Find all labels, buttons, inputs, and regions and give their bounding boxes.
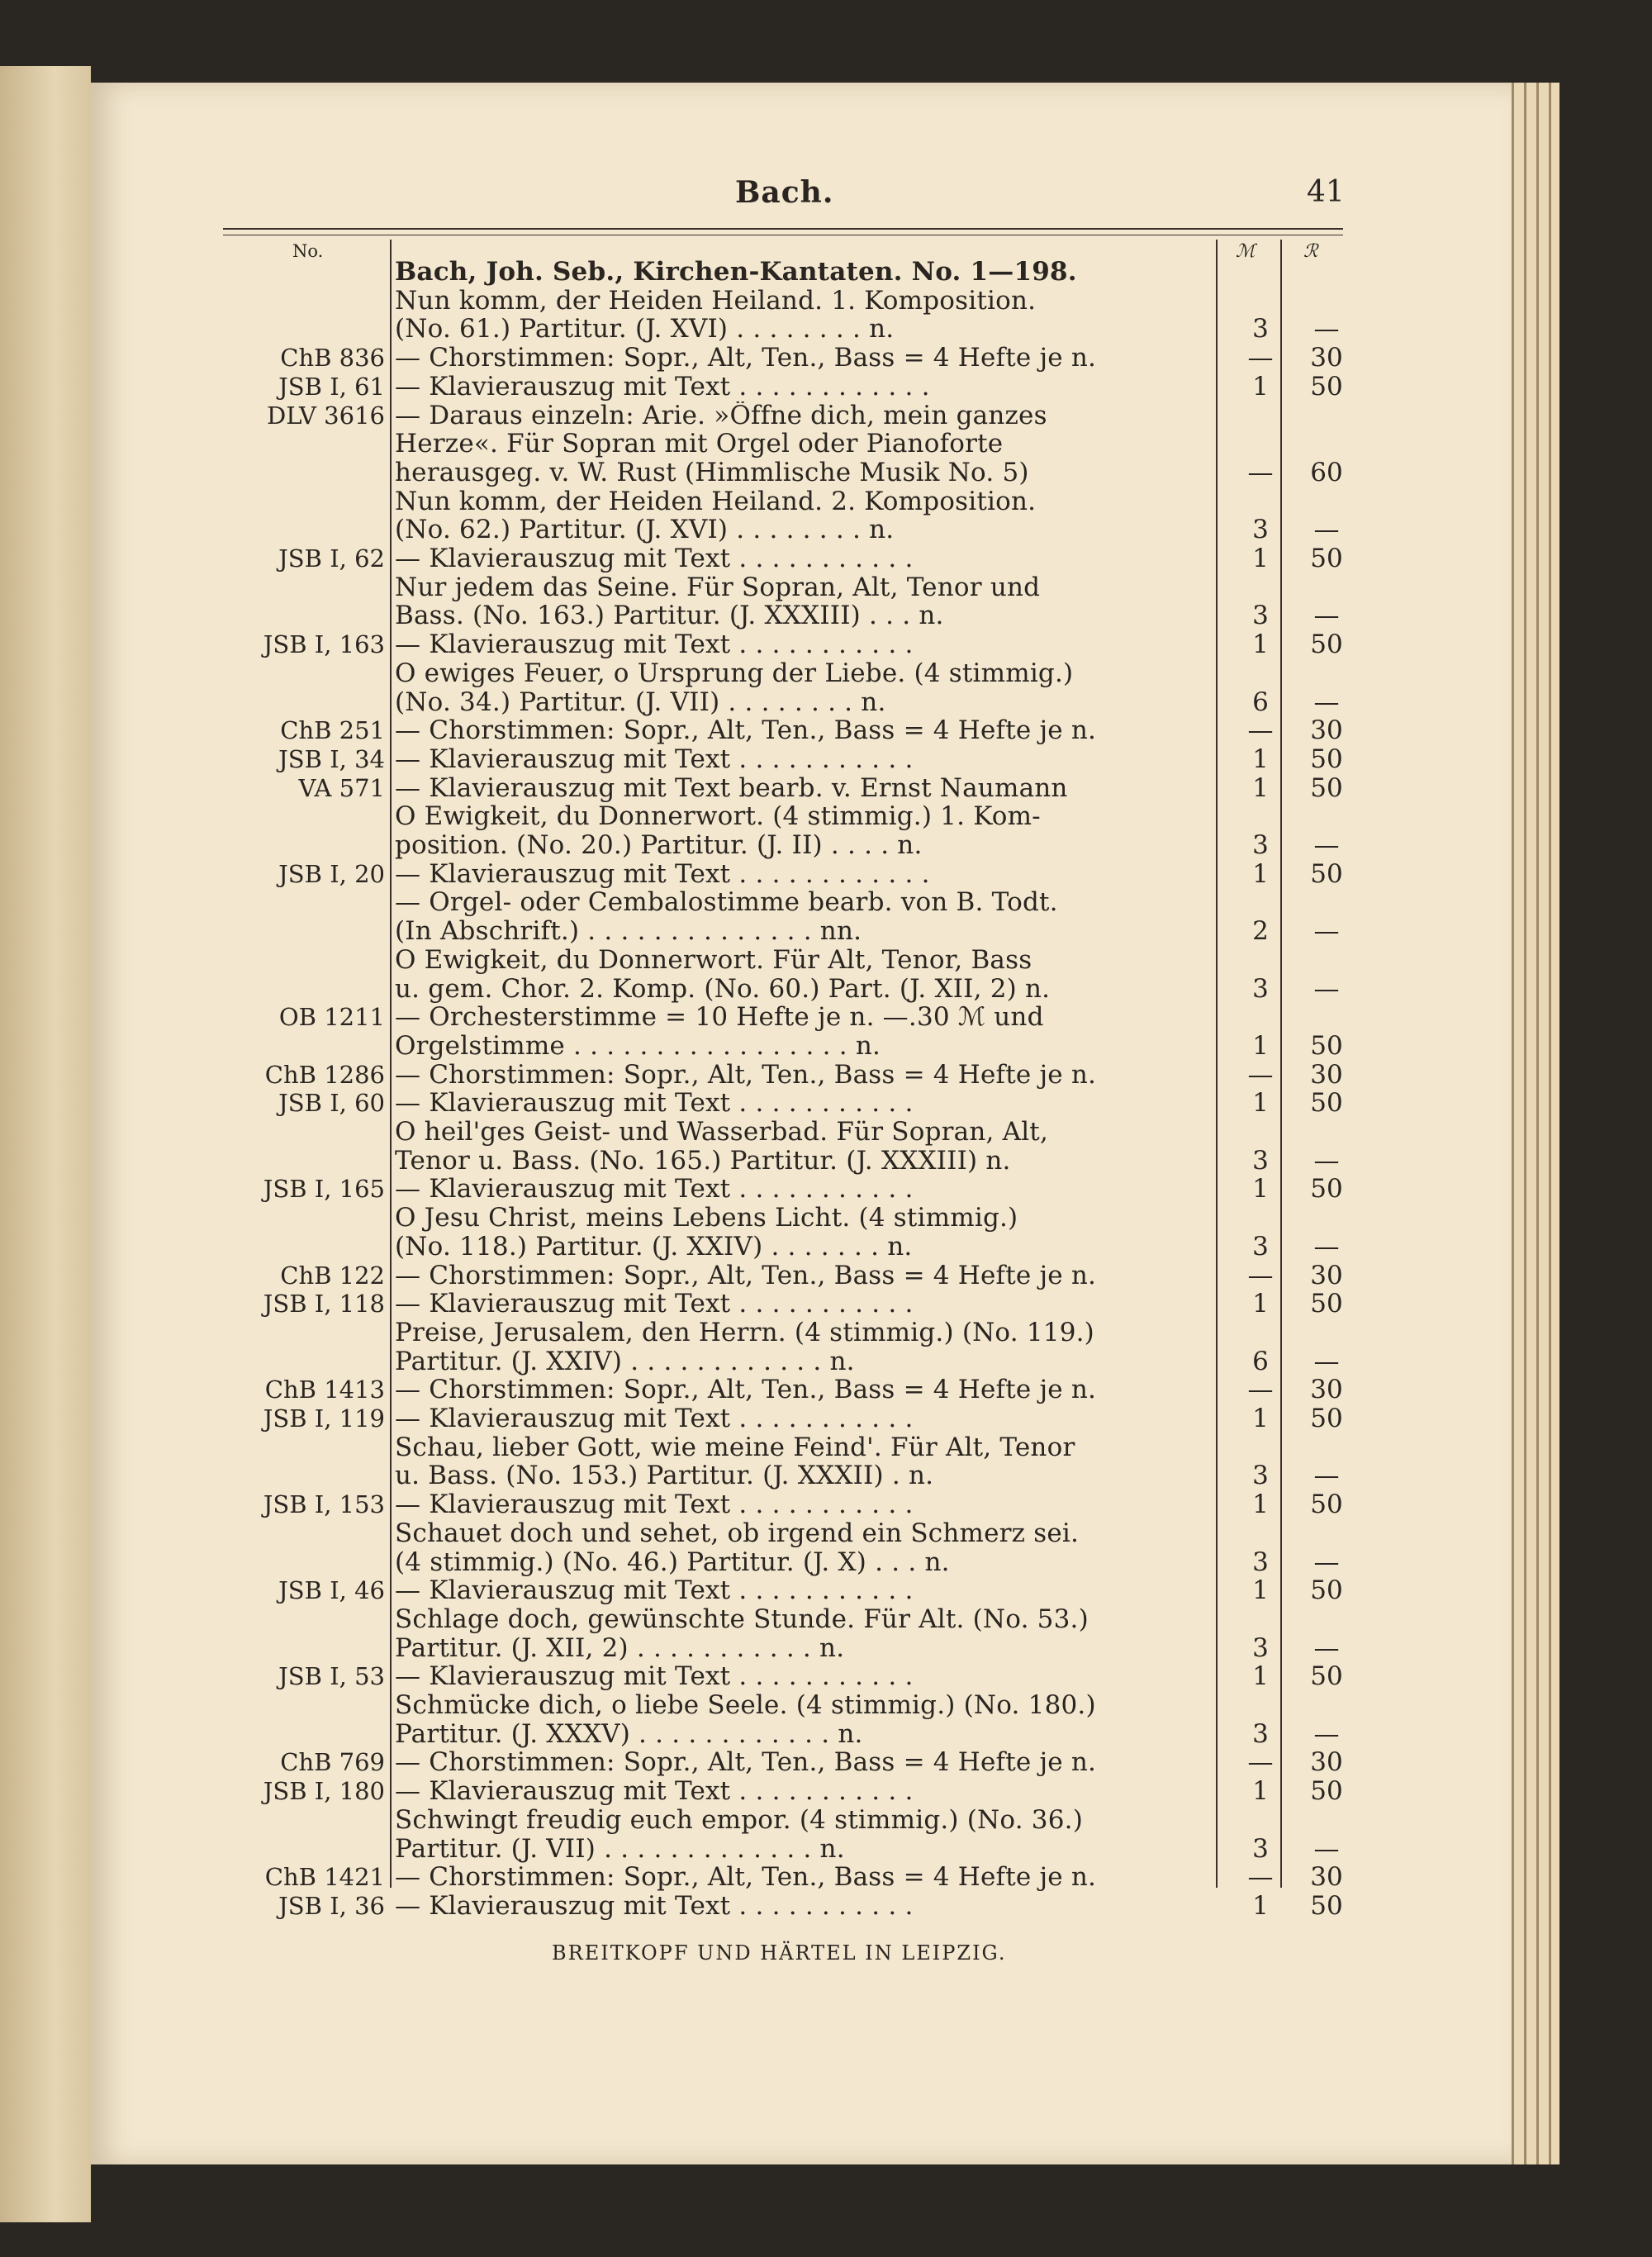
entry-description: position. (No. 20.) Partitur. (J. II) . . . . n. [395, 831, 923, 859]
table-row [223, 373, 1346, 401]
entry-price-pfennig: — [1313, 973, 1340, 1004]
entry-description: Tenor u. Bass. (No. 165.) Partitur. (J. XXXIII) n. [395, 1146, 1011, 1175]
entry-description: Nur jedem das Seine. Für Sopran, Alt, Tenor und [395, 573, 1041, 601]
entry-description: Orgelstimme . . . . . . . . . . . . . . . . . n. [395, 1031, 881, 1060]
table-row [223, 1061, 1346, 1089]
table-row [223, 258, 1346, 286]
table-row [223, 287, 1346, 315]
table-row [223, 716, 1346, 744]
entry-price-mark: 1 [1252, 1289, 1269, 1319]
table-row [223, 1605, 1346, 1633]
entry-description: — Chorstimmen: Sopr., Alt, Ten., Bass = 4 Hefte je n. [395, 1748, 1097, 1777]
entry-ref: JSB I, 153 [263, 1490, 385, 1519]
entry-price-pfennig: — [1313, 916, 1340, 947]
entry-description: — Orchesterstimme = 10 Hefte je n. —.30 ℳ und [395, 1003, 1044, 1032]
table-row [223, 1835, 1346, 1863]
table-row [223, 544, 1346, 573]
entry-price-pfennig: 50 [1310, 772, 1343, 803]
entry-price-pfennig: 50 [1310, 1174, 1343, 1205]
table-row [223, 1519, 1346, 1547]
entry-description: — Klavierauszug mit Text . . . . . . . . . . . [395, 544, 914, 573]
entry-price-pfennig: 30 [1310, 1375, 1343, 1405]
entry-price-mark: 3 [1252, 973, 1269, 1004]
entry-ref: JSB I, 53 [278, 1662, 385, 1691]
entry-description: O Ewigkeit, du Donnerwort. (4 stimmig.) 1. Kom- [395, 802, 1041, 831]
entry-description: — Klavierauszug mit Text . . . . . . . . . . . [395, 1089, 914, 1118]
entry-price-mark: — [1247, 1862, 1274, 1893]
entry-price-pfennig: — [1313, 515, 1340, 545]
entry-price-pfennig: 30 [1310, 1747, 1343, 1778]
table-row [223, 1319, 1346, 1347]
entry-price-mark: 3 [1252, 1547, 1269, 1577]
entry-price-mark: 3 [1252, 1461, 1269, 1491]
entry-description: Schlage doch, gewünschte Stunde. Für Alt. (No. 53.) [395, 1604, 1089, 1633]
entry-description: — Klavierauszug mit Text . . . . . . . . . . . . [395, 859, 930, 888]
table-row [223, 487, 1346, 516]
entry-description: — Klavierauszug mit Text . . . . . . . . . . . [395, 630, 914, 659]
entry-price-pfennig: 50 [1310, 1088, 1343, 1119]
entry-price-pfennig: 50 [1310, 371, 1343, 402]
entry-ref: JSB I, 118 [263, 1290, 385, 1319]
table-row [223, 1204, 1346, 1232]
table-row [223, 1892, 1346, 1920]
table-row [223, 1691, 1346, 1719]
entry-description: (No. 34.) Partitur. (J. VII) . . . . . . . . n. [395, 687, 886, 716]
entry-ref: ChB 1413 [264, 1376, 385, 1404]
entry-description: Bass. (No. 163.) Partitur. (J. XXXIII) . . . n. [395, 601, 944, 630]
entry-price-mark: — [1247, 1375, 1274, 1405]
table-row [223, 1777, 1346, 1805]
page-number: 41 [1307, 175, 1345, 209]
entry-description: — Klavierauszug mit Text . . . . . . . . . . . [395, 1290, 914, 1319]
entry-price-mark: — [1247, 1747, 1274, 1778]
entry-description: Partitur. (J. XII, 2) . . . . . . . . . . . n. [395, 1633, 845, 1662]
entry-price-mark: 3 [1252, 1231, 1269, 1262]
table-row [223, 1806, 1346, 1834]
entry-description: (No. 61.) Partitur. (J. XVI) . . . . . . . . n. [395, 315, 895, 344]
entry-description: — Chorstimmen: Sopr., Alt, Ten., Bass = 4 Hefte je n. [395, 1060, 1097, 1089]
table-row [223, 1748, 1346, 1776]
table-row [223, 946, 1346, 974]
entry-price-mark: 2 [1252, 916, 1269, 947]
table-row [223, 1662, 1346, 1690]
entry-price-mark: 1 [1252, 371, 1269, 402]
entry-description: — Chorstimmen: Sopr., Alt, Ten., Bass = 4 Hefte je n. [395, 344, 1097, 373]
entry-price-mark: 3 [1252, 830, 1269, 860]
entry-description: herausgeg. v. W. Rust (Himmlische Musik No. 5) [395, 458, 1029, 487]
entry-description: u. gem. Chor. 2. Komp. (No. 60.) Part. (J. XII, 2) n. [395, 974, 1051, 1003]
table-row [223, 1233, 1346, 1261]
entry-description: Partitur. (J. VII) . . . . . . . . . . . . . n. [395, 1834, 845, 1863]
entry-price-pfennig: — [1313, 1632, 1340, 1663]
entry-price-mark: 1 [1252, 1890, 1269, 1921]
entry-ref: ChB 1421 [264, 1863, 385, 1892]
entry-price-pfennig: — [1313, 601, 1340, 631]
column-header-no: No. [292, 241, 324, 261]
entry-price-mark: 1 [1252, 1088, 1269, 1119]
header-rule [223, 228, 1343, 230]
table-row [223, 1032, 1346, 1060]
table-row [223, 459, 1346, 487]
table-row [223, 860, 1346, 888]
page-edge [1512, 83, 1524, 2164]
entry-description: — Chorstimmen: Sopr., Alt, Ten., Bass = 4 Hefte je n. [395, 1261, 1097, 1290]
table-row [223, 1863, 1346, 1891]
entry-price-mark: 3 [1252, 1718, 1269, 1749]
entry-description: — Orgel- oder Cembalostimme bearb. von B. Todt. [395, 888, 1058, 917]
entry-description: Schauet doch und sehet, ob irgend ein Schmerz sei. [395, 1518, 1080, 1547]
entry-price-pfennig: — [1313, 1461, 1340, 1491]
table-row [223, 1118, 1346, 1146]
entry-description: Schau, lieber Gott, wie meine Feind'. Für Alt, Tenor [395, 1433, 1075, 1461]
entry-ref: JSB I, 36 [278, 1891, 385, 1920]
entry-ref: JSB I, 180 [263, 1777, 385, 1806]
entry-description: — Chorstimmen: Sopr., Alt, Ten., Bass = 4 Hefte je n. [395, 1863, 1097, 1892]
table-row [223, 745, 1346, 773]
entry-description: — Klavierauszug mit Text . . . . . . . . . . . [395, 1777, 914, 1806]
entry-price-mark: 6 [1252, 687, 1269, 717]
column-header-pfennig: ℛ [1303, 241, 1318, 262]
entry-description: — Chorstimmen: Sopr., Alt, Ten., Bass = 4 Hefte je n. [395, 716, 1097, 745]
table-row [223, 573, 1346, 601]
entry-description: (In Abschrift.) . . . . . . . . . . . . . . nn. [395, 917, 862, 946]
entry-price-pfennig: — [1313, 830, 1340, 860]
table-row [223, 402, 1346, 430]
table-row [223, 516, 1346, 544]
entry-ref: ChB 836 [280, 344, 385, 373]
entry-ref: JSB I, 20 [278, 859, 385, 888]
entry-price-mark: 3 [1252, 1632, 1269, 1663]
entry-description: Preise, Jerusalem, den Herrn. (4 stimmig.) (No. 119.) [395, 1318, 1094, 1347]
entry-description: Schwingt freudig euch empor. (4 stimmig.) (No. 36.) [395, 1805, 1084, 1834]
entry-ref: JSB I, 46 [278, 1576, 385, 1605]
table-row [223, 659, 1346, 687]
entry-price-mark: 3 [1252, 1145, 1269, 1176]
entry-price-mark: 6 [1252, 1346, 1269, 1376]
table-row [223, 1147, 1346, 1175]
entry-ref: OB 1211 [278, 1003, 385, 1032]
entry-ref: JSB I, 62 [278, 544, 385, 573]
entry-price-pfennig: 30 [1310, 1059, 1343, 1090]
table-row [223, 1003, 1346, 1031]
entry-price-mark: — [1247, 343, 1274, 373]
entry-description: Partitur. (J. XXIV) . . . . . . . . . . . . n. [395, 1347, 855, 1376]
publisher-footer: BREITKOPF UND HÄRTEL IN LEIPZIG. [552, 1941, 1007, 1965]
entry-description: — Klavierauszug mit Text . . . . . . . . . . . [395, 1576, 914, 1605]
table-row [223, 1089, 1346, 1117]
entry-price-mark: — [1247, 1059, 1274, 1090]
entry-ref: ChB 122 [280, 1261, 385, 1290]
entry-description: — Klavierauszug mit Text . . . . . . . . . . . [395, 1175, 914, 1204]
page-edge [1549, 83, 1559, 2164]
table-row [223, 1461, 1346, 1490]
entry-price-pfennig: 50 [1310, 544, 1343, 573]
entry-price-mark: 1 [1252, 744, 1269, 774]
table-row [223, 1548, 1346, 1576]
table-row [223, 1376, 1346, 1404]
entry-description: — Daraus einzeln: Arie. »Öffne dich, mein ganzes [395, 401, 1047, 430]
entry-ref: JSB I, 61 [278, 372, 385, 401]
table-row [223, 1490, 1346, 1518]
entry-price-pfennig: 50 [1310, 744, 1343, 774]
left-page-edge [0, 66, 91, 2222]
entry-ref: JSB I, 60 [278, 1089, 385, 1118]
table-row [223, 1262, 1346, 1290]
entry-price-pfennig: 50 [1310, 858, 1343, 889]
entry-price-mark: 1 [1252, 1174, 1269, 1205]
entry-price-pfennig: 50 [1310, 1890, 1343, 1921]
table-row [223, 1634, 1346, 1662]
table-row [223, 1404, 1346, 1433]
entry-price-mark: 1 [1252, 1404, 1269, 1433]
entry-price-pfennig: 50 [1310, 1490, 1343, 1520]
table-row [223, 1433, 1346, 1461]
table-row [223, 430, 1346, 458]
table-row [223, 1175, 1346, 1203]
entry-ref: ChB 769 [280, 1748, 385, 1777]
entry-price-mark: 1 [1252, 858, 1269, 889]
entry-price-pfennig: — [1313, 1346, 1340, 1376]
entry-ref: DLV 3616 [266, 401, 385, 430]
entry-description: O ewiges Feuer, o Ursprung der Liebe. (4 stimmig.) [395, 658, 1074, 687]
entry-description: (No. 118.) Partitur. (J. XXIV) . . . . . . . n. [395, 1232, 913, 1261]
entry-price-pfennig: 50 [1310, 1289, 1343, 1319]
entry-ref: JSB I, 165 [263, 1175, 385, 1204]
entry-price-mark: — [1247, 1260, 1274, 1290]
entry-description: — Klavierauszug mit Text . . . . . . . . . . . [395, 1404, 914, 1433]
entry-description: — Klavierauszug mit Text . . . . . . . . . . . [395, 1891, 914, 1920]
entry-price-pfennig: — [1313, 1833, 1340, 1864]
entry-price-mark: — [1247, 457, 1274, 487]
table-row [223, 917, 1346, 945]
entry-description: — Klavierauszug mit Text bearb. v. Ernst Naumann [395, 773, 1068, 802]
entry-price-mark: 1 [1252, 544, 1269, 573]
entry-price-mark: 3 [1252, 601, 1269, 631]
table-row [223, 1576, 1346, 1604]
entry-description: — Klavierauszug mit Text . . . . . . . . . . . [395, 1490, 914, 1519]
entry-price-pfennig: 50 [1310, 1030, 1343, 1061]
entry-price-mark: 1 [1252, 630, 1269, 660]
entry-price-pfennig: — [1313, 1231, 1340, 1262]
entry-price-mark: 3 [1252, 314, 1269, 344]
entry-price-pfennig: — [1313, 1718, 1340, 1749]
entry-price-mark: 1 [1252, 1490, 1269, 1520]
entry-price-pfennig: — [1313, 1547, 1340, 1577]
entry-description: — Klavierauszug mit Text . . . . . . . . . . . [395, 1662, 914, 1691]
entry-description: Nun komm, der Heiden Heiland. 2. Komposition. [395, 487, 1037, 516]
entry-ref: ChB 1286 [264, 1060, 385, 1089]
table-row [223, 802, 1346, 830]
entry-description: — Chorstimmen: Sopr., Alt, Ten., Bass = 4 Hefte je n. [395, 1376, 1097, 1404]
table-row [223, 774, 1346, 802]
entry-description: O heil'ges Geist- und Wasserbad. Für Sopran, Alt, [395, 1118, 1049, 1146]
column-header-mark: ℳ [1236, 241, 1256, 262]
entry-price-pfennig: 60 [1310, 457, 1343, 487]
entry-price-mark: 3 [1252, 515, 1269, 545]
table-row [223, 1290, 1346, 1318]
table-row [223, 630, 1346, 658]
entry-description: Bach, Joh. Seb., Kirchen-Kantaten. No. 1—198. [395, 258, 1077, 286]
page-edge [1536, 83, 1549, 2164]
entry-price-pfennig: — [1313, 314, 1340, 344]
entry-ref: JSB I, 34 [278, 744, 385, 773]
entry-price-mark: 1 [1252, 1776, 1269, 1807]
table-row [223, 831, 1346, 859]
entry-price-pfennig: 30 [1310, 715, 1343, 746]
entry-price-pfennig: 30 [1310, 1862, 1343, 1893]
entry-ref: JSB I, 119 [263, 1404, 385, 1433]
entry-price-mark: 1 [1252, 1030, 1269, 1061]
page-header-title: Bach. [735, 175, 834, 210]
entry-description: Schmücke dich, o liebe Seele. (4 stimmig.) (No. 180.) [395, 1691, 1096, 1719]
table-row [223, 688, 1346, 716]
entry-price-pfennig: 50 [1310, 630, 1343, 660]
table-row [223, 1720, 1346, 1748]
entry-description: O Jesu Christ, meins Lebens Licht. (4 stimmig.) [395, 1204, 1018, 1233]
page-edge [1524, 83, 1536, 2164]
table-row [223, 601, 1346, 630]
entry-description: Partitur. (J. XXXV) . . . . . . . . . . . . n. [395, 1719, 863, 1748]
entry-price-pfennig: 50 [1310, 1661, 1343, 1692]
entry-ref: JSB I, 163 [263, 630, 385, 659]
table-row [223, 1347, 1346, 1376]
entry-ref: VA 571 [298, 773, 385, 802]
entry-price-mark: 1 [1252, 772, 1269, 803]
entry-price-mark: 1 [1252, 1575, 1269, 1606]
entry-description: Herze«. Für Sopran mit Orgel oder Pianoforte [395, 430, 1004, 459]
entry-price-pfennig: 30 [1310, 1260, 1343, 1290]
entry-price-mark: 1 [1252, 1661, 1269, 1692]
entry-price-pfennig: 50 [1310, 1575, 1343, 1606]
entry-description: — Klavierauszug mit Text . . . . . . . . . . . . [395, 372, 930, 401]
entry-price-mark: 3 [1252, 1833, 1269, 1864]
table-row [223, 315, 1346, 343]
table-row [223, 344, 1346, 372]
entry-description: — Klavierauszug mit Text . . . . . . . . . . . [395, 744, 914, 773]
entry-price-mark: — [1247, 715, 1274, 746]
entry-price-pfennig: — [1313, 1145, 1340, 1176]
entry-price-pfennig: 50 [1310, 1404, 1343, 1433]
table-row [223, 975, 1346, 1003]
entry-description: Nun komm, der Heiden Heiland. 1. Komposition. [395, 286, 1037, 315]
entry-ref: ChB 251 [280, 716, 385, 745]
entry-description: (4 stimmig.) (No. 46.) Partitur. (J. X) . . . n. [395, 1547, 950, 1576]
entry-description: u. Bass. (No. 153.) Partitur. (J. XXXII) . n. [395, 1461, 934, 1490]
entry-price-pfennig: 30 [1310, 343, 1343, 373]
entry-description: O Ewigkeit, du Donnerwort. Für Alt, Tenor, Bass [395, 945, 1032, 974]
entry-price-pfennig: — [1313, 687, 1340, 717]
entry-description: (No. 62.) Partitur. (J. XVI) . . . . . . . . n. [395, 516, 895, 544]
entry-price-pfennig: 50 [1310, 1776, 1343, 1807]
table-row [223, 888, 1346, 916]
